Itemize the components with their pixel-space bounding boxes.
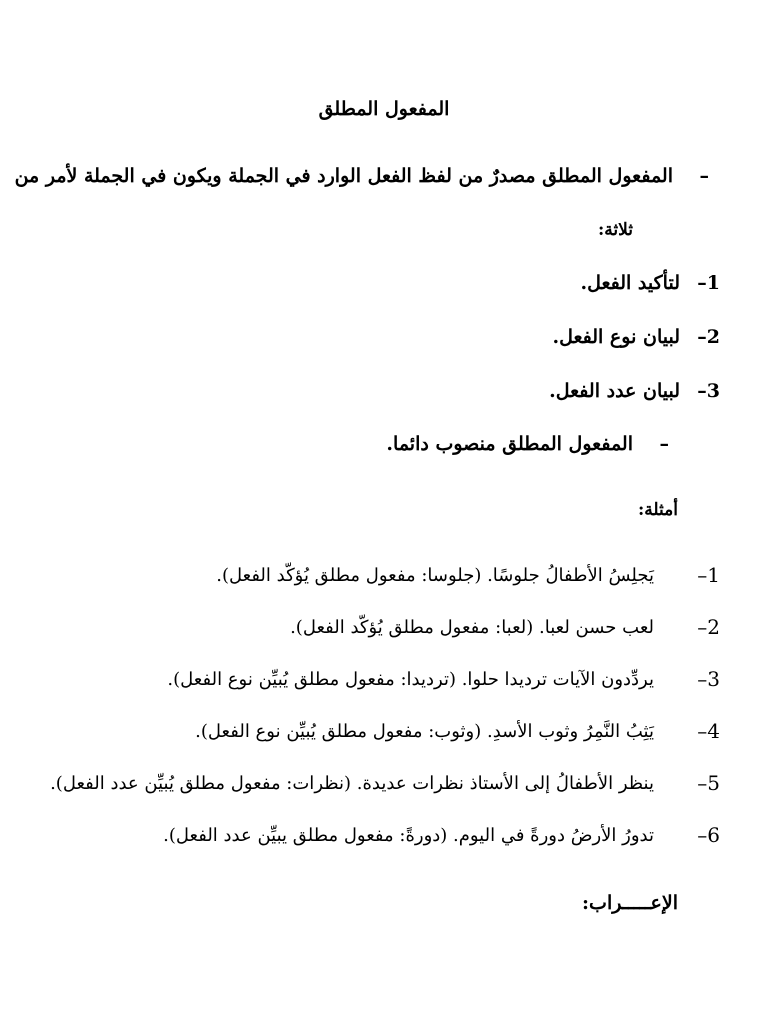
example-text: لعب حسن لعبا. (لعبا: مفعول مطلق يُؤكّد الفعل). [290, 617, 654, 638]
example-item [163, 823, 720, 847]
example-item [195, 719, 720, 743]
point-number: 2– [697, 326, 720, 348]
example-text: ينظر الأطفالُ إلى الأستاذ نظرات عديدة. (نظرات: مفعول مطلق يُبيِّن عدد الفعل). [50, 773, 654, 794]
point-text: لتأكيد الفعل. [580, 272, 680, 294]
point-number: 3– [697, 380, 720, 402]
note-text: المفعول المطلق منصوب دائما. [386, 433, 633, 455]
example-number: 2– [697, 615, 720, 639]
example-item [50, 771, 720, 795]
example-item [216, 563, 720, 587]
example-number: 6– [697, 823, 720, 847]
point-text: لبيان عدد الفعل. [549, 380, 680, 402]
example-item [167, 667, 720, 691]
example-text: يَجلِسُ الأطفالُ جلوسًا. (جلوسا: مفعول مطلق يُؤكّد الفعل). [216, 565, 654, 586]
note-dash: – [659, 433, 669, 455]
example-text: يَثِبُ النَّمِرُ وثوب الأسدِ. (وثوب: مفعول مطلق يُبيِّن نوع الفعل). [195, 721, 654, 742]
definition-dash: – [699, 165, 709, 187]
example-number: 1– [697, 563, 720, 587]
irab-heading: الإعـــــراب: [582, 892, 678, 914]
definition-line-1 [14, 165, 709, 187]
example-number: 3– [697, 667, 720, 691]
point-text: لبيان نوع الفعل. [552, 326, 680, 348]
note-line [386, 433, 669, 455]
point-item [580, 272, 720, 294]
page-title: المفعول المطلق [318, 98, 450, 120]
point-number: 1– [697, 272, 720, 294]
definition-line-2: ثلاثة: [598, 220, 633, 240]
example-number: 5– [697, 771, 720, 795]
example-number: 4– [697, 719, 720, 743]
point-item [549, 380, 720, 402]
example-item [290, 615, 720, 639]
example-text: يردِّدون الآيات ترديدا حلوا. (ترديدا: مفعول مطلق يُبيِّن نوع الفعل). [167, 669, 654, 690]
examples-heading: أمثلة: [638, 500, 678, 520]
example-text: تدورُ الأرضُ دورةً في اليوم. (دورةً: مفعول مطلق يبيِّن عدد الفعل). [163, 825, 654, 846]
definition-text: المفعول المطلق مصدرٌ من لفظ الفعل الوارد في الجملة ويكون في الجملة لأمر من [14, 165, 673, 187]
point-item [552, 326, 720, 348]
